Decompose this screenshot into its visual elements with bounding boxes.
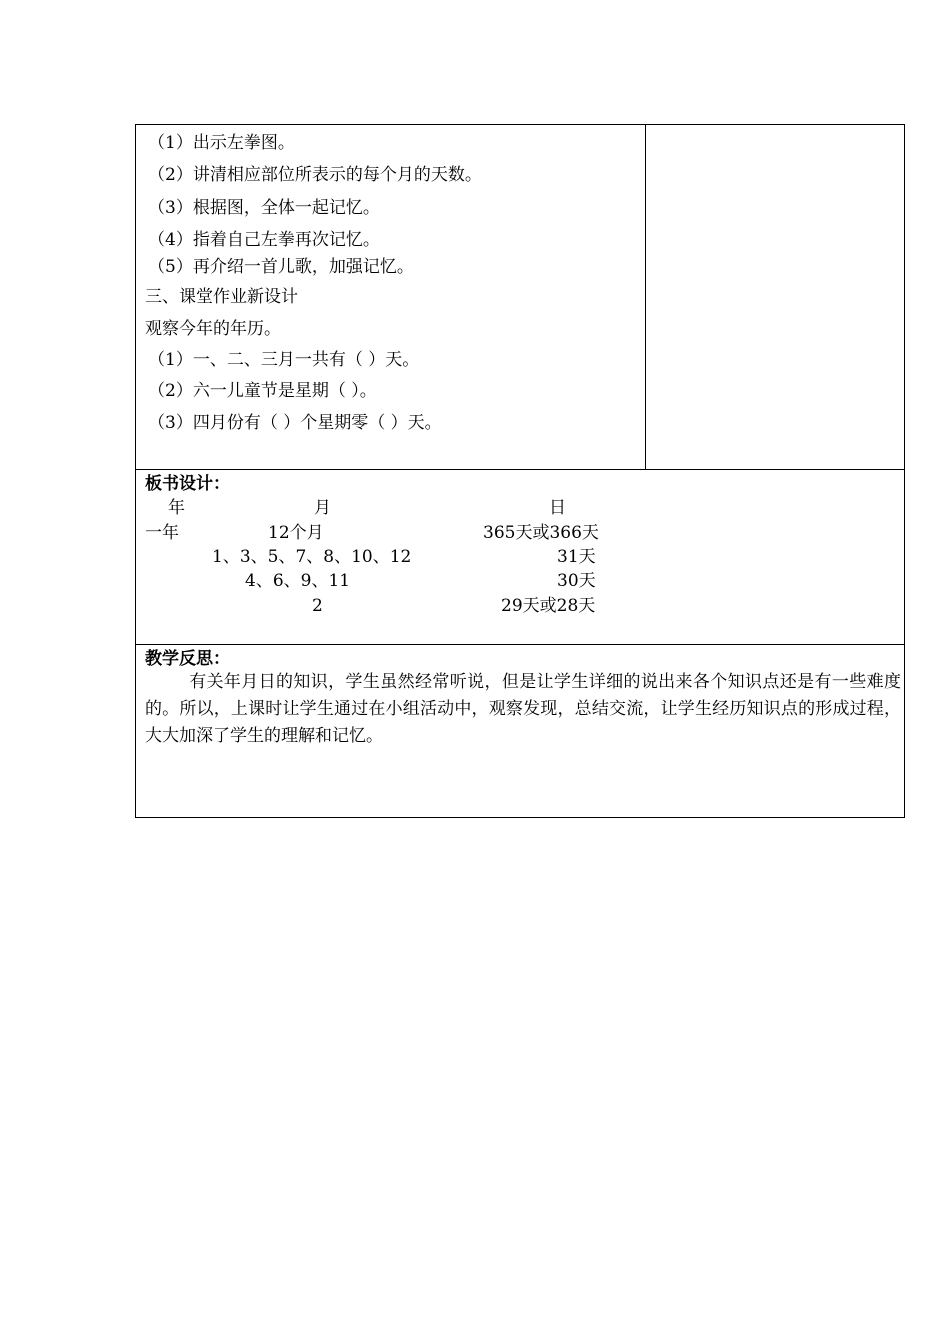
board-row-months: 12个月 <box>268 523 324 543</box>
step-3: （3）根据图，全体一起记忆。 <box>148 198 380 218</box>
board-row-months: 4、6、9、11 <box>245 571 351 591</box>
board-row-label: 一年 <box>145 523 179 543</box>
homework-question-2: （2）六一儿童节是星期（ ）。 <box>148 381 377 401</box>
step-5: （5）再介绍一首儿歌，加强记忆。 <box>148 257 414 277</box>
homework-question-1: （1）一、二、三月一共有（ ）天。 <box>148 350 420 370</box>
procedure-cell <box>136 125 646 470</box>
board-header-day: 日 <box>549 498 566 518</box>
notes-cell <box>646 125 905 470</box>
step-2: （2）讲清相应部位所表示的每个月的天数。 <box>148 165 482 185</box>
board-row-months: 2 <box>312 596 323 616</box>
homework-intro: 观察今年的年历。 <box>145 319 281 339</box>
board-row-days: 31天 <box>557 547 596 567</box>
homework-question-3: （3）四月份有（ ）个星期零（ ）天。 <box>148 413 442 433</box>
board-row-days: 365天或366天 <box>483 523 599 543</box>
board-header-year: 年 <box>168 498 185 518</box>
board-design-cell <box>136 470 905 645</box>
board-title: 板书设计： <box>145 474 230 494</box>
board-header-month: 月 <box>314 498 331 518</box>
reflection-title: 教学反思： <box>145 649 230 669</box>
reflection-text: 有关年月日的知识，学生虽然经常听说，但是让学生详细的说出来各个知识点还是有一些难度的。所以，上课时让学生通过在小组活动中，观察发现，总结交流，让学生经历知识点的形成过程，大大加深了学生的理解和记忆。 <box>145 672 901 746</box>
board-row-days: 30天 <box>557 571 596 591</box>
step-4: （4）指着自己左拳再次记忆。 <box>148 230 380 250</box>
homework-heading: 三、课堂作业新设计 <box>145 287 298 307</box>
board-row-months: 1、3、5、7、8、10、12 <box>212 547 412 567</box>
board-row-days: 29天或28天 <box>501 596 596 616</box>
reflection-cell <box>136 645 905 818</box>
step-1: （1）出示左拳图。 <box>148 133 295 153</box>
lesson-plan-table <box>135 124 905 818</box>
